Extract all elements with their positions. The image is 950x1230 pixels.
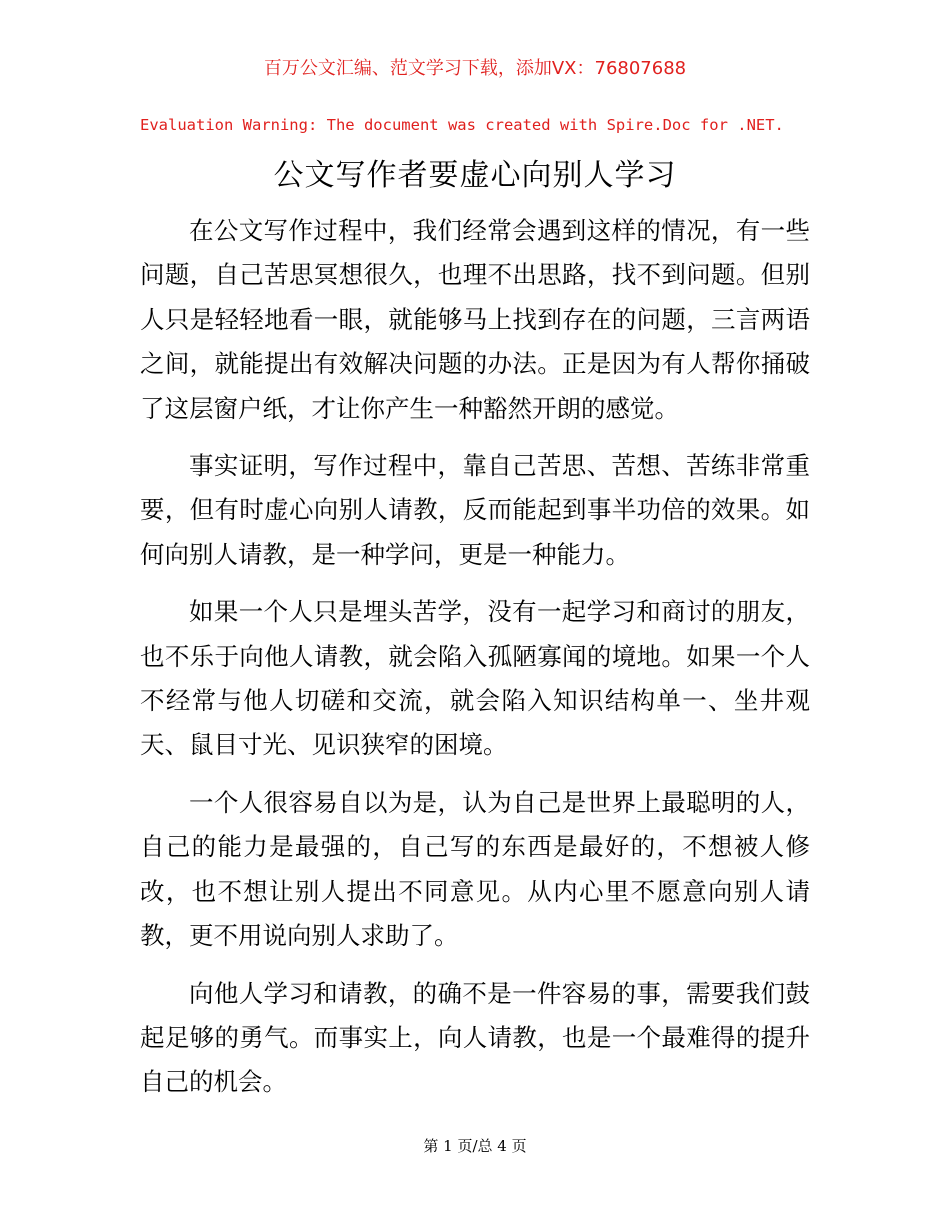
paragraph-2: 事实证明，写作过程中，靠自己苦思、苦想、苦练非常重要，但有时虚心向别人请教，反而能起到事半功倍的效果。如何向别人请教，是一种学问，更是一种能力。: [140, 451, 810, 569]
document-title: 公文写作者要虚心向别人学习: [273, 158, 677, 193]
page-number-footer: 第 1 页/总 4 页: [423, 1137, 527, 1155]
paragraph-4: 一个人很容易自以为是，认为自己是世界上最聪明的人，自己的能力是最强的，自己写的东西是最好的，不想被人修改，也不想让别人提出不同意见。从内心里不愿意向别人请教，更不用说向别人求助了。: [140, 787, 810, 951]
document-body: [140, 209, 810, 1118]
evaluation-warning: Evaluation Warning: The document was created with Spire.Doc for .NET.: [140, 116, 784, 134]
paragraph-3: 如果一个人只是埋头苦学，没有一起学习和商讨的朋友，也不乐于向他人请教，就会陷入孤陋寡闻的境地。如果一个人不经常与他人切磋和交流，就会陷入知识结构单一、坐井观天、鼠目寸光、见识狭窄的困境。: [140, 597, 810, 760]
header-banner: 百万公文汇编、范文学习下载，添加VX：76807688: [263, 58, 687, 79]
paragraph-5: 向他人学习和请教，的确不是一件容易的事，需要我们鼓起足够的勇气。而事实上，向人请教，也是一个最难得的提升自己的机会。: [140, 978, 810, 1097]
paragraph-1: 在公文写作过程中，我们经常会遇到这样的情况，有一些问题，自己苦思冥想很久，也理不出思路，找不到问题。但别人只是轻轻地看一眼，就能够马上找到存在的问题，三言两语之间，就能提出有效解决问题的办法。正是因为有人帮你捅破了这层窗户纸，才让你产生一种豁然开朗的感觉。: [140, 216, 810, 423]
